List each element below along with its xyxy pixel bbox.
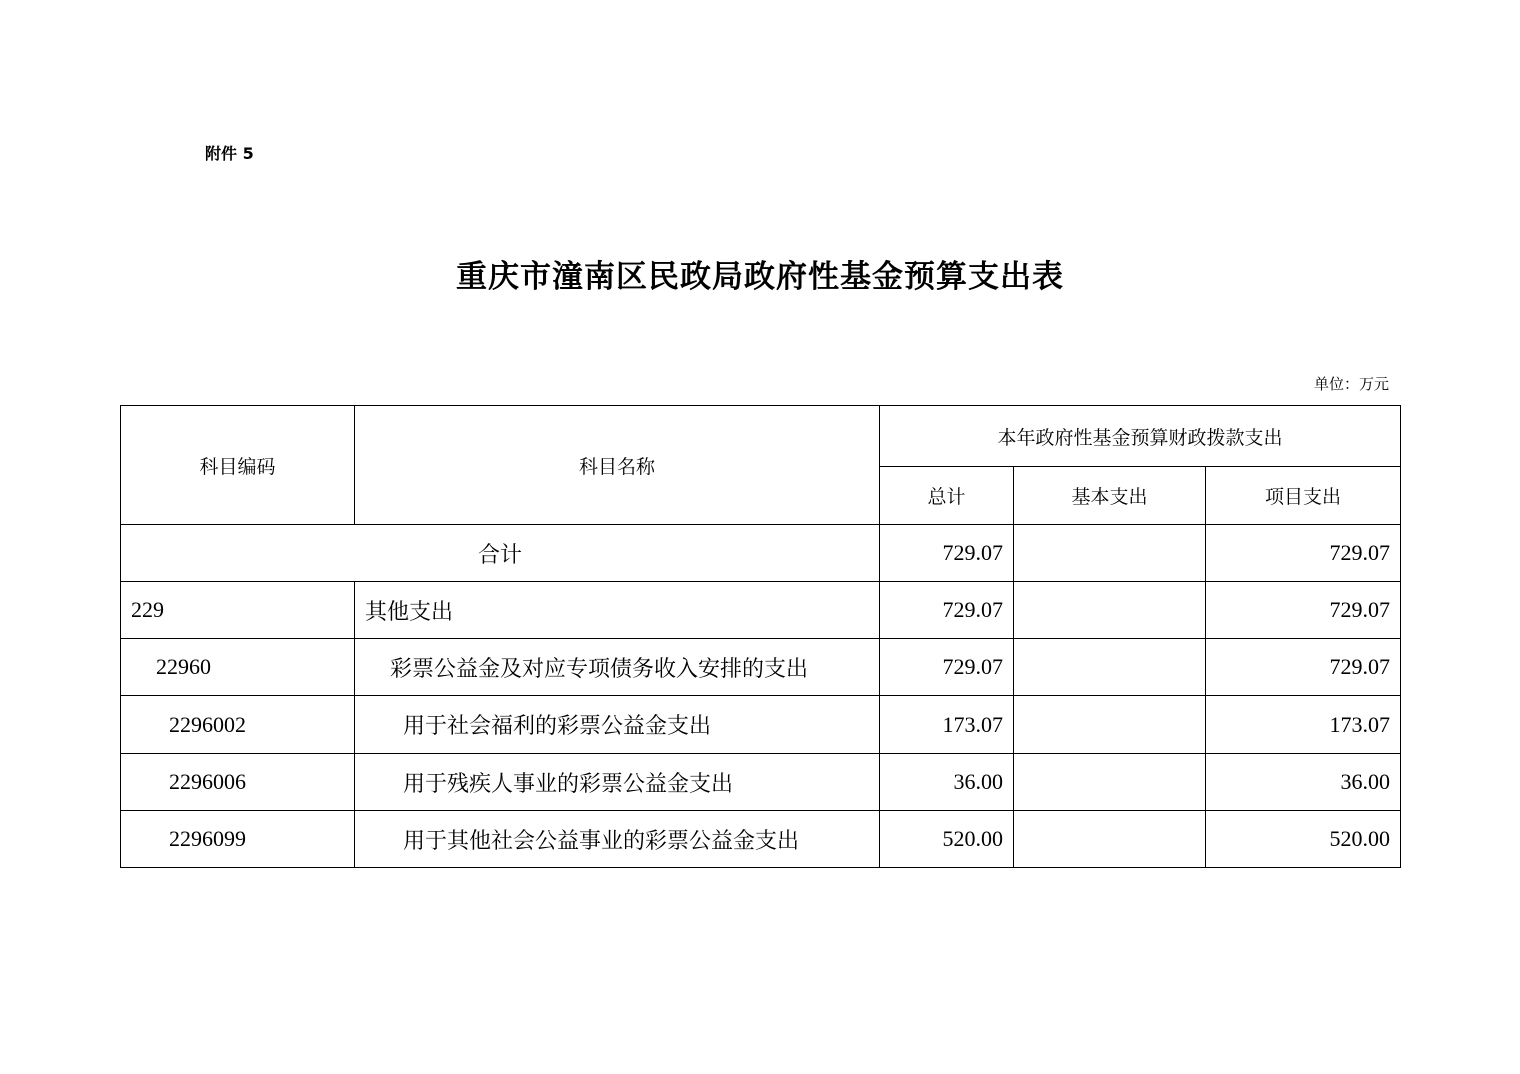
header-basic: 基本支出 <box>1014 467 1206 525</box>
row-total: 520.00 <box>880 811 1014 868</box>
row-project: 729.07 <box>1206 639 1401 696</box>
row-basic <box>1014 754 1206 811</box>
row-total: 173.07 <box>880 696 1014 754</box>
row-total: 729.07 <box>880 639 1014 696</box>
table-row <box>121 639 1401 696</box>
header-name: 科目名称 <box>355 406 880 525</box>
summary-label: 合计 <box>121 525 880 582</box>
attachment-label: 附件 5 <box>205 144 254 163</box>
table-row <box>121 582 1401 639</box>
row-code: 2296006 <box>121 754 355 811</box>
summary-basic <box>1014 525 1206 582</box>
header-code: 科目编码 <box>121 406 355 525</box>
row-project: 520.00 <box>1206 811 1401 868</box>
table-row <box>121 754 1401 811</box>
row-name: 用于其他社会公益事业的彩票公益金支出 <box>355 811 880 868</box>
row-total: 729.07 <box>880 582 1014 639</box>
row-total: 36.00 <box>880 754 1014 811</box>
header-group: 本年政府性基金预算财政拨款支出 <box>880 406 1401 467</box>
row-code: 22960 <box>121 639 355 696</box>
table-row <box>121 811 1401 868</box>
row-project: 36.00 <box>1206 754 1401 811</box>
unit-label: 单位：万元 <box>1313 375 1389 393</box>
header-row-1 <box>121 406 1401 467</box>
row-basic <box>1014 582 1206 639</box>
row-code: 229 <box>121 582 355 639</box>
row-name: 彩票公益金及对应专项债务收入安排的支出 <box>355 639 880 696</box>
row-basic <box>1014 811 1206 868</box>
row-code: 2296002 <box>121 696 355 754</box>
row-basic <box>1014 696 1206 754</box>
row-name: 用于残疾人事业的彩票公益金支出 <box>355 754 880 811</box>
row-code: 2296099 <box>121 811 355 868</box>
summary-row <box>121 525 1401 582</box>
budget-table <box>120 405 1401 868</box>
row-project: 173.07 <box>1206 696 1401 754</box>
row-name: 其他支出 <box>355 582 880 639</box>
summary-total: 729.07 <box>880 525 1014 582</box>
row-project: 729.07 <box>1206 582 1401 639</box>
header-project: 项目支出 <box>1206 467 1401 525</box>
table-row <box>121 696 1401 754</box>
summary-project: 729.07 <box>1206 525 1401 582</box>
page-title: 重庆市潼南区民政局政府性基金预算支出表 <box>456 259 1064 295</box>
header-total: 总计 <box>880 467 1014 525</box>
row-basic <box>1014 639 1206 696</box>
row-name: 用于社会福利的彩票公益金支出 <box>355 696 880 754</box>
